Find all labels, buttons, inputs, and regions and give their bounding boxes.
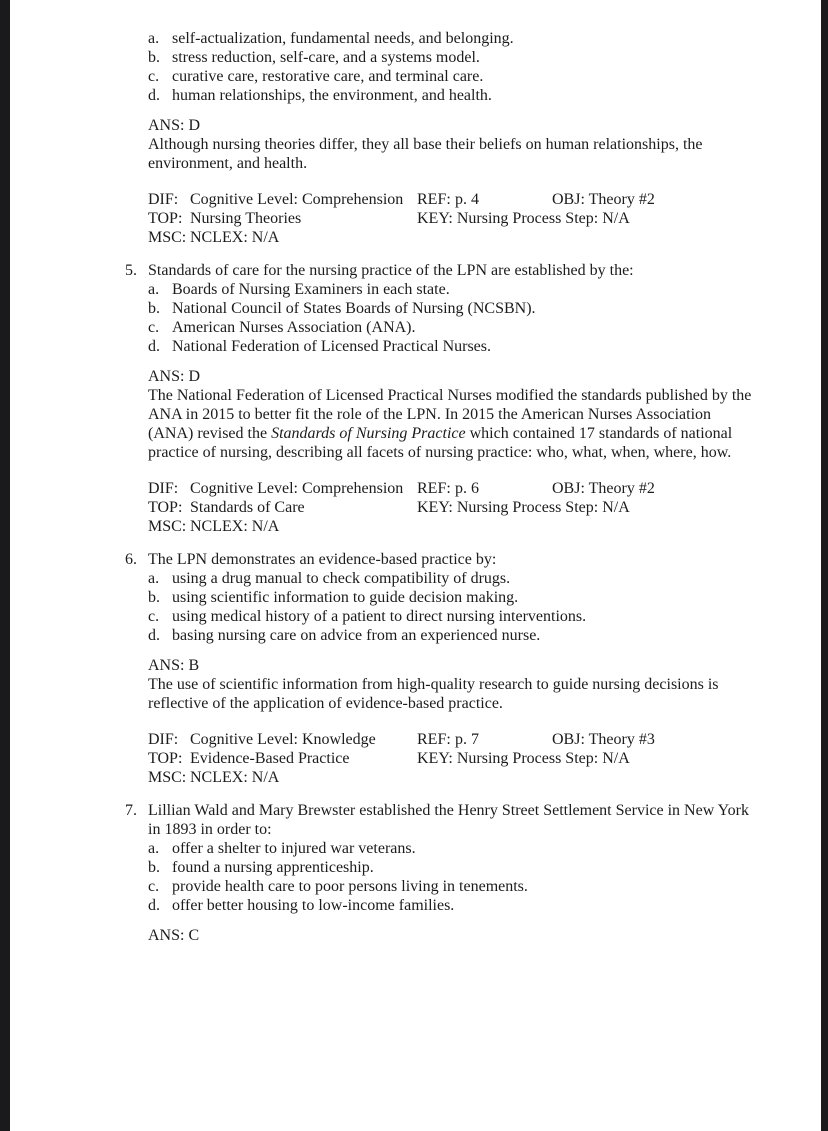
ref-value: p. 7 [455,731,479,748]
option-letter: b. [148,589,160,606]
option-letter: b. [148,859,160,876]
left-edge-bar [0,0,10,1131]
rationale [148,386,773,462]
key-label: KEY: [417,210,453,227]
rationale-line: The National Federation of Licensed Practical Nurses modified the standards published by the [148,387,752,404]
stem-line: Lillian Wald and Mary Brewster established the Henry Street Settlement Service in New York [148,802,749,819]
option-text: Boards of Nursing Examiners in each state. [172,281,450,298]
metadata-row [148,517,773,536]
rationale-line: reflective of the application of evidence-based practice. [148,695,503,712]
top-label: TOP: [148,750,183,767]
stem-line: The LPN demonstrates an evidence-based practice by: [148,551,497,568]
msc-label: MSC: [148,229,187,246]
option-d [148,337,773,356]
dif-value: Cognitive Level: Comprehension [190,191,404,208]
option-letter: c. [148,319,160,336]
dif-label: DIF: [148,191,179,208]
option-text: using a drug manual to check compatibility of drugs. [172,570,511,587]
option-text: basing nursing care on advice from an experienced nurse. [172,627,541,644]
metadata-row [148,228,773,247]
option-letter: c. [148,878,160,895]
option-text: stress reduction, self-care, and a systems model. [172,49,480,66]
option-a [148,839,773,858]
option-b [148,48,773,67]
option-letter: a. [148,840,160,857]
key-value: Nursing Process Step: N/A [456,210,630,227]
obj-value: Theory #2 [588,191,655,208]
question-stem [148,801,773,839]
option-c [148,607,773,626]
option-letter: d. [148,87,160,104]
option-text: offer better housing to low-income families. [172,897,455,914]
question-stem [148,261,773,280]
ref-value: p. 6 [455,480,479,497]
option-text: self-actualization, fundamental needs, and belonging. [172,30,514,47]
option-text: National Federation of Licensed Practical Nurses. [172,338,491,355]
option-b [148,858,773,877]
option-text: National Council of States Boards of Nursing (NCSBN). [172,300,536,317]
metadata-row [148,768,773,787]
question-number [125,29,148,247]
rationale-line: practice of nursing, describing all facets of nursing practice: who, what, when, where, how. [148,444,732,461]
top-label: TOP: [148,499,183,516]
page-content [125,29,773,945]
option-b [148,588,773,607]
option-d [148,86,773,105]
option-a [148,280,773,299]
option-text: American Nurses Association (ANA). [172,319,416,336]
obj-label: OBJ: [552,480,585,497]
obj-value: Theory #3 [588,731,655,748]
option-letter: b. [148,300,160,317]
rationale [148,135,773,173]
obj-label: OBJ: [552,731,585,748]
option-letter: a. [148,30,160,47]
option-letter: a. [148,281,160,298]
option-a [148,569,773,588]
obj-label: OBJ: [552,191,585,208]
option-b [148,299,773,318]
key-value: Nursing Process Step: N/A [456,750,630,767]
ref-label: REF: [417,731,451,748]
rationale [148,675,773,713]
option-letter: c. [148,68,160,85]
option-c [148,877,773,896]
option-letter: a. [148,570,160,587]
option-text: using scientific information to guide decision making. [172,589,519,606]
option-d [148,896,773,915]
dif-value: Cognitive Level: Comprehension [190,480,404,497]
top-label: TOP: [148,210,183,227]
metadata-row [148,749,773,768]
right-edge-bar [821,0,828,1131]
msc-value: NCLEX: N/A [190,229,280,246]
option-a [148,29,773,48]
dif-label: DIF: [148,731,179,748]
option-text: found a nursing apprenticeship. [172,859,374,876]
rationale-line: ANA in 2015 to better fit the role of the LPN. In 2015 the American Nurses Association [148,406,712,423]
option-c [148,67,773,86]
stem-line: in 1893 in order to: [148,821,272,838]
metadata-row [148,190,773,209]
top-value: Standards of Care [190,499,305,516]
question-block-6 [125,550,773,787]
answer-line: ANS: B [148,657,200,674]
option-text: provide health care to poor persons living in tenements. [172,878,528,895]
key-label: KEY: [417,750,453,767]
metadata-row [148,479,773,498]
key-label: KEY: [417,499,453,516]
dif-value: Cognitive Level: Knowledge [190,731,376,748]
question-block-5 [125,261,773,536]
rationale-line: Although nursing theories differ, they all base their beliefs on human relationships, the [148,136,703,153]
metadata-row [148,730,773,749]
answer-line: ANS: C [148,927,200,944]
option-text: human relationships, the environment, and health. [172,87,492,104]
option-letter: c. [148,608,160,625]
rationale-line: environment, and health. [148,155,308,172]
book-title-italic: Standards of Nursing Practice [271,425,466,442]
metadata-row [148,209,773,228]
option-text: using medical history of a patient to direct nursing interventions. [172,608,587,625]
metadata-row [148,498,773,517]
question-stem [148,550,773,569]
option-d [148,626,773,645]
question-number: 7. [125,802,137,819]
rationale-text: (ANA) revised the [148,425,268,442]
ref-label: REF: [417,480,451,497]
question-number: 5. [125,262,137,279]
option-letter: b. [148,49,160,66]
option-letter: d. [148,627,160,644]
ref-value: p. 4 [455,191,479,208]
option-c [148,318,773,337]
msc-label: MSC: [148,518,187,535]
question-block-7 [125,801,773,945]
question-metadata [148,190,773,247]
question-metadata [148,479,773,536]
msc-value: NCLEX: N/A [190,769,280,786]
option-text: curative care, restorative care, and terminal care. [172,68,484,85]
answer-line: ANS: D [148,368,201,385]
stem-line: Standards of care for the nursing practice of the LPN are established by the: [148,262,634,279]
dif-label: DIF: [148,480,179,497]
msc-label: MSC: [148,769,187,786]
rationale-line [148,424,773,443]
option-letter: d. [148,338,160,355]
msc-value: NCLEX: N/A [190,518,280,535]
rationale-line: The use of scientific information from high-quality research to guide nursing decisions is [148,676,719,693]
top-value: Nursing Theories [190,210,302,227]
answer-line: ANS: D [148,117,201,134]
question-metadata [148,730,773,787]
obj-value: Theory #2 [588,480,655,497]
question-block-4 [125,29,773,247]
question-number: 6. [125,551,137,568]
rationale-text: which contained 17 standards of national [469,425,733,442]
top-value: Evidence-Based Practice [190,750,350,767]
option-letter: d. [148,897,160,914]
ref-label: REF: [417,191,451,208]
option-text: offer a shelter to injured war veterans. [172,840,416,857]
key-value: Nursing Process Step: N/A [456,499,630,516]
